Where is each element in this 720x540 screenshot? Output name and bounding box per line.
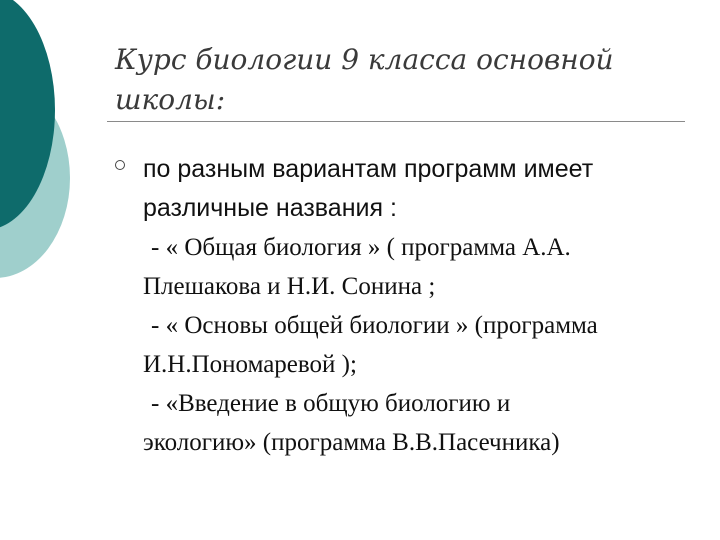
sub-item-general-biology (143, 228, 703, 306)
slide-title (115, 40, 695, 120)
sub-item-line2: Плешакова и Н.И. Сонина ; (143, 273, 436, 300)
sub-item-line2: экологию» (программа В.В.Пасечника) (143, 429, 560, 456)
bullet-text-line2: различные названия : (143, 194, 397, 222)
sub-item-line1: - «Введение в общую биологию и (151, 390, 511, 417)
bullet-text (143, 150, 703, 228)
bullet-text-line1: по разным вариантам программ имеет (143, 155, 594, 183)
hollow-circle-bullet-icon (115, 160, 125, 170)
decorative-circles (0, 0, 110, 300)
title-divider (107, 121, 685, 122)
sub-item-basics-of-general-biology (143, 306, 703, 384)
sub-item-intro-to-biology-ecology (143, 384, 703, 462)
sub-item-line1: - « Общая биология » ( программа А.А. (151, 234, 571, 261)
sub-item-line2: И.Н.Пономаревой ); (143, 351, 357, 378)
slide-title-line1: Курс биологии 9 класса основной (115, 43, 614, 76)
sub-item-line1: - « Основы общей биологии » (программа (151, 312, 598, 339)
slide-title-line2: школы: (115, 83, 226, 116)
